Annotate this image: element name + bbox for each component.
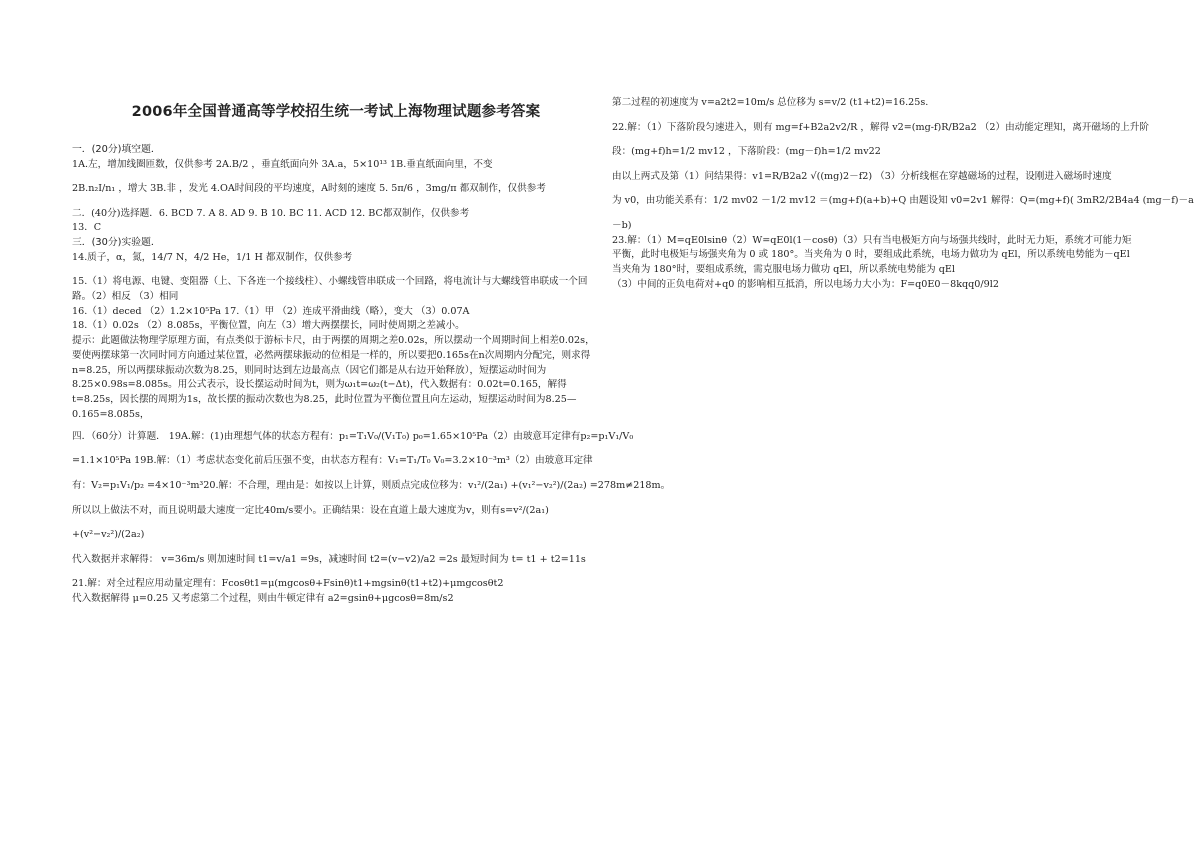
text-line: 由以上两式及第（1）问结果得：v1=R/B2a2 √((mg)2－f2) （3）分析线框在穿越磁场的过程，设刚进入磁场时速度 [612, 170, 1112, 182]
left-column-body [72, 143, 671, 606]
spacer [72, 172, 600, 182]
text-line: 22.解：（1）下落阶段匀速进入，则有 mg=f+B2a2v2/R ，解得 v2=(mg-f)R/B2a2 （2）由动能定理知，离开磁场的上升阶 [612, 121, 1149, 133]
right-column-body [612, 96, 1194, 303]
text-line: －b) [612, 219, 632, 231]
left-column [72, 96, 671, 606]
spacer [72, 518, 600, 528]
text-line: 所以以上做法不对，而且说明最大速度一定比40m/s要小。正确结果：设在直道上最大速度为v，则有s=v²/(2a₁) [72, 504, 549, 516]
text-line: 段：(mg+f)h=1/2 mv12 ，下落阶段：(mg－f)h=1/2 mv22 [612, 146, 881, 158]
text-line: 1A.左，增加线圈匝数，仅供参考 2A.B/2 ，垂直纸面向外 3A.a，5×10¹³ 1B.垂直纸面向里，不变 [72, 158, 493, 170]
right-column [612, 96, 1194, 303]
text-line: 代入数据解得 μ=0.25 又考虑第二个过程，则由牛顿定律有 a2=gsinθ+μgcosθ=8m/s2 [72, 592, 454, 604]
section-heading: 三．(30分)实验题． [72, 236, 161, 248]
spacer [72, 567, 600, 577]
text-line: 第二过程的初速度为 v=a2t2=10m/s 总位移为 s=v/2 (t1+t2)=16.25s. [612, 97, 929, 108]
text-line: 二．(40分)选择题．6. BCD 7. A 8. AD 9. B 10. BC 11. ACD 12. BC都双制作，仅供参考 [72, 207, 470, 219]
document-title: 2006年全国普通高等学校招生统一考试上海物理试题参考答案 [131, 104, 541, 120]
text-paragraph: 15.（1）将电源、电键、变阻器（上、下各连一个接线柱）、小螺线管串联成一个回路，将电流计与大螺线管串联成一个回路。（2）相反 （3）相同 [72, 276, 588, 302]
text-line: 有：V₂=p₁V₁/p₂ =4×10⁻³m³20.解：不合理，理由是：如按以上计算，则质点完成位移为：v₁²/(2a₁) +(v₁²−v₂²)/(2a₂) =278m≠218m。 [72, 479, 671, 491]
section-heading: 一．(20分)填空题． [72, 144, 161, 155]
text-line: =1.1×10⁵Pa 19B.解：（1）考虑状态变化前后压强不变，由状态方程有：V₁=T₁/T₀ V₀=3.2×10⁻³m³（2）由玻意耳定律 [72, 455, 593, 467]
spacer [612, 135, 1132, 145]
text-line: 四．（60分）计算题． 19A.解：(1)由理想气体的状态方程有：p₁=T₁V₀/(V₁T₀) p₀=1.65×10⁵Pa（2）由玻意耳定律有p₂=p₁V₁/V₀ [72, 430, 634, 442]
text-line: （3）中间的正负电荷对+q0 的影响相互抵消，所以电场力大小为：F=q0E0－8kqq0/9l2 [612, 278, 999, 290]
text-line: 代入数据并求解得： v=36m/s 则加速时间 t1=v/a1 =9s，减速时间 t2=(v−v2)/a2 =2s 最短时间为 t= t1 + t2=11s [72, 553, 586, 565]
text-paragraph: 23.解：（1）M=qE0lsinθ（2）W=qE0l(1－cosθ)（3）只有当电极矩方向与场强共线时，此时无力矩，系统才可能力矩平衡，此时电极矩与场强夹角为 0 或 180°。当夹角为 0 时，要组成此系统，电场力做功为 qEl，所以系统电势能为－qEl 当夹角为 180°时，要组成系统，需克服电场力做功 qEl，所以系统电势能为 qEl [612, 234, 1132, 276]
text-line: 14.质子，α，氮，14/7 N，4/2 He，1/1 H 都双制作，仅供参考 [72, 251, 353, 263]
spacer [612, 209, 1132, 219]
spacer [72, 197, 600, 207]
spacer [72, 494, 600, 504]
spacer [72, 265, 600, 275]
text-paragraph: 提示：此题做法物理学原理方面，有点类似于游标卡尺，由于两摆的周期之差0.02s，所以摆动一个周期时间上相差0.02s，要使两摆球第一次同时同方向通过某位置，必然两摆球振动的位相是一样的，所以要把0.165s在n次周期内分配完，则求得n=8.25，所以两摆球振动次数为8.25，则同时达到左边最高点（因它们都是从右边开始释放），短摆运动时间为8.25×0.98s=8.085s。用公式表示，设长摆运动时间为t，则为ω₁t=ω₂(t−Δt)，代入数据有：0.02t=0.165，解得t=8.25s，因长摆的周期为1s，故长摆的振动次数也为8.25，此时位置为平衡位置且向左运动，短摆运动时间为8.25—0.165=8.085s， [72, 334, 595, 420]
text-line: 为 v0，由功能关系有：1/2 mv02 －1/2 mv12 ＝(mg+f)(a+b)+Q 由题设知 v0=2v1 解得：Q=(mg+f)( 3mR2/2B4a4 (mg－f)－a [612, 195, 1194, 207]
text-line: 16.（1）deced （2）1.2×10⁵Pa 17.（1）甲 （2）连成平滑曲线（略），变大 （3）0.07A [72, 305, 470, 317]
spacer [612, 111, 1132, 121]
spacer [72, 444, 600, 454]
text-line: 2B.n₂I/n₁ ，增大 3B.非 ，发光 4.OA时间段的平均速度，A时刻的速度 5. 5π/6 ，3mg/π 都双制作，仅供参考 [72, 183, 546, 195]
spacer [612, 184, 1132, 194]
spacer [72, 469, 600, 479]
text-line: 13．C [72, 222, 102, 234]
spacer [612, 293, 1132, 303]
spacer [612, 160, 1132, 170]
spacer [72, 423, 600, 430]
text-line: 18.（1）0.02s （2）8.085s，平衡位置，向左（3）增大两摆摆长，同时使周期之差减小。 [72, 320, 465, 332]
text-line: +(v²−v₂²)/(2a₂) [72, 529, 145, 541]
text-line: 21.解：对全过程应用动量定理有：Fcosθt1=μ(mgcosθ+Fsinθ)t1+mgsinθ(t1+t2)+μmgcosθt2 [72, 578, 504, 590]
spacer [72, 543, 600, 553]
